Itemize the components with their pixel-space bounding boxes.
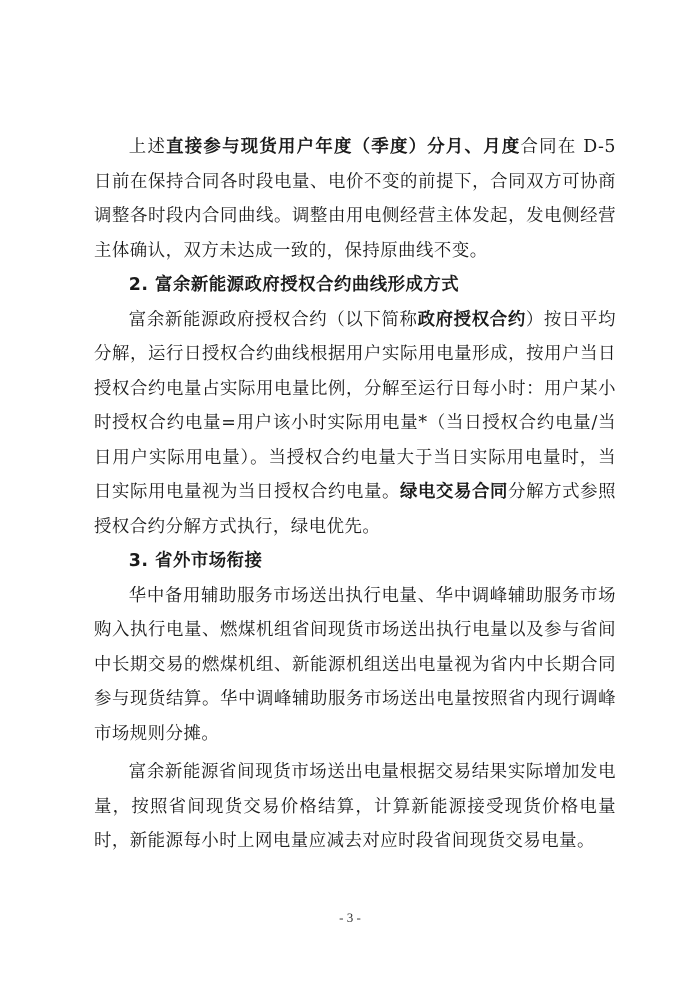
paragraph-text: ）按日平均分解，运行日授权合约曲线根据用户实际用电量形成，按用户当日授权合约电量占实际用电量比例，分解至运行日每小时：用户某小时授权合约电量=用户该小时实际用电量*（当日授权合约电量/当日用户实际用电量）。当授权合约电量大于当日实际用电量时，当日实际用电量视为当日授权合约电量。 [94, 309, 616, 502]
bold-term: 直接参与现货用户年度（季度）分月、月度 [166, 137, 521, 157]
page-number: - 3 - [339, 910, 361, 925]
paragraph-out-of-province-market: 华中备用辅助服务市场送出执行电量、华中调峰辅助服务市场购入执行电量、燃煤机组省间现货市场送出执行电量以及参与省间中长期交易的燃煤机组、新能源机组送出电量视为省内中长期合同参与现货结算。华中调峰辅助服务市场送出电量按照省内现行调峰市场规则分摊。 [94, 585, 616, 744]
paragraph-text: 分解方式参照授权合约分解方式执行，绿电优先。 [94, 482, 616, 537]
bold-term: 绿电交易合同 [400, 482, 509, 502]
paragraph-contract-curve-adjustment [94, 130, 616, 268]
section-heading-2: 2. 富余新能源政府授权合约曲线形成方式 [128, 275, 460, 295]
paragraph-government-authorized-contract [94, 303, 616, 545]
section-heading-3: 3. 省外市场衔接 [128, 551, 263, 571]
paragraph-text: 合同在 D-5 日前在保持合同各时段电量、电价不变的前提下，合同双方可协商调整各时段内合同曲线。调整由用电侧经营主体发起，发电侧经营主体确认，双方未达成一致的，保持原曲线不变。 [94, 137, 616, 261]
paragraph-text: 上述 [128, 137, 167, 157]
bold-term: 政府授权合约 [417, 309, 526, 330]
paragraph-text: 富余新能源政府授权合约（以下简称 [128, 309, 418, 330]
document-body [94, 130, 616, 859]
paragraph-surplus-new-energy-spot: 富余新能源省间现货市场送出电量根据交易结果实际增加发电量，按照省间现货交易价格结算，计算新能源接受现货价格电量时，新能源每小时上网电量应减去对应时段省间现货交易电量。 [94, 762, 616, 851]
